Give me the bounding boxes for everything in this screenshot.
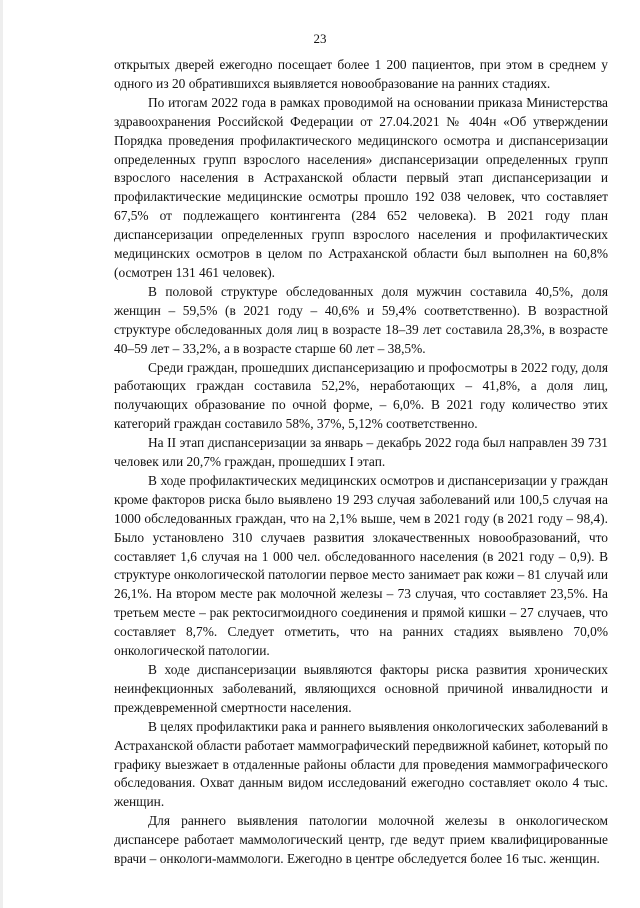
paragraph-5: На II этап диспансеризации за январь – декабрь 2022 года был направлен 39 731 человек или 20,7% граждан, прошедших I этап. [114,435,608,470]
page-edge [0,0,3,908]
page-number: 23 [313,31,327,46]
paragraph-4: Среди граждан, прошедших диспансеризацию и профосмотры в 2022 году, доля работающих граждан составила 52,2%, неработающих – 41,8%, а доля лиц, получающих образование по очной форме, – 6,0%. В 2021 году количество этих категорий граждан составило 58%, 37%, 5,12% соответственно. [114,359,608,432]
paragraph-8: В целях профилактики рака и раннего выявления онкологических заболеваний в Астраханской области работает маммографический передвижной кабинет, который по графику выезжает в отдаленные районы области для проведения маммографического обследования. Охват данным видом исследований ежегодно составляет около 4 тыс. женщин. [114,718,608,810]
paragraph-7: В ходе диспансеризации выявляются факторы риска развития хронических неинфекционных заболеваний, являющихся основной причиной инвалидности и преждевременной смертности населения. [114,662,608,715]
paragraph-2: По итогам 2022 года в рамках проводимой на основании приказа Министерства здравоохранения Российской Федерации от 27.04.2021 № 404н «Об утверждении Порядка проведения профилактического медицинского осмотра и диспансеризации определенных групп взрослого населения» диспансеризации определенных групп взрослого населения в Астраханской области первый этап диспансеризации и профилактические медицинские осмотры прошло 192 038 человек, что составляет 67,5% от подлежащего контингента (284 652 человека). В 2021 году план диспансеризации определенных групп взрослого населения и профилактических медицинских осмотров в целом по Астраханской области был выполнен на 60,8% (осмотрен 131 461 человек). [114,94,608,280]
paragraph-6: В ходе профилактических медицинских осмотров и диспансеризации у граждан кроме факторов риска было выявлено 19 293 случая заболеваний или 100,5 случая на 1000 обследованных граждан, что на 2,1% выше, чем в 2021 году (в 2021 году – 98,4). Было установлено 310 случаев развития злокачественных новообразований, что составляет 1,6 случая на 1 000 чел. обследованного населения (в 2021 году – 0,9). В структуре онкологической патологии первое место занимает рак кожи – 81 случай или 26,1%. На втором месте рак молочной железы – 73 случая, что составляет 23,5%. На третьем месте – рак ректосигмоидного соединения и прямой кишки – 27 случаев, что составляет 8,7%. Следует отметить, что на ранних стадиях выявлено 70,0% онкологической патологии. [114,472,608,659]
document-body [114,56,608,869]
paragraph-1: открытых дверей ежегодно посещает более 1 200 пациентов, при этом в среднем у одного из 20 обратившихся выявляется новообразование на ранних стадиях. [114,57,608,91]
paragraph-3: В половой структуре обследованных доля мужчин составила 40,5%, доля женщин – 59,5% (в 2021 году – 40,6% и 59,4% соответственно). В возрастной структуре обследованных доля лиц в возрасте 18–39 лет составила 28,3%, в возрасте 40–59 лет – 33,2%, а в возрасте старше 60 лет – 38,5%. [114,283,608,356]
paragraph-9: Для раннего выявления патологии молочной железы в онкологическом диспансере работает маммологический центр, где ведут прием квалифицированные врачи – онкологи-маммологи. Ежегодно в центре обследуется более 16 тыс. женщин. [114,813,608,867]
